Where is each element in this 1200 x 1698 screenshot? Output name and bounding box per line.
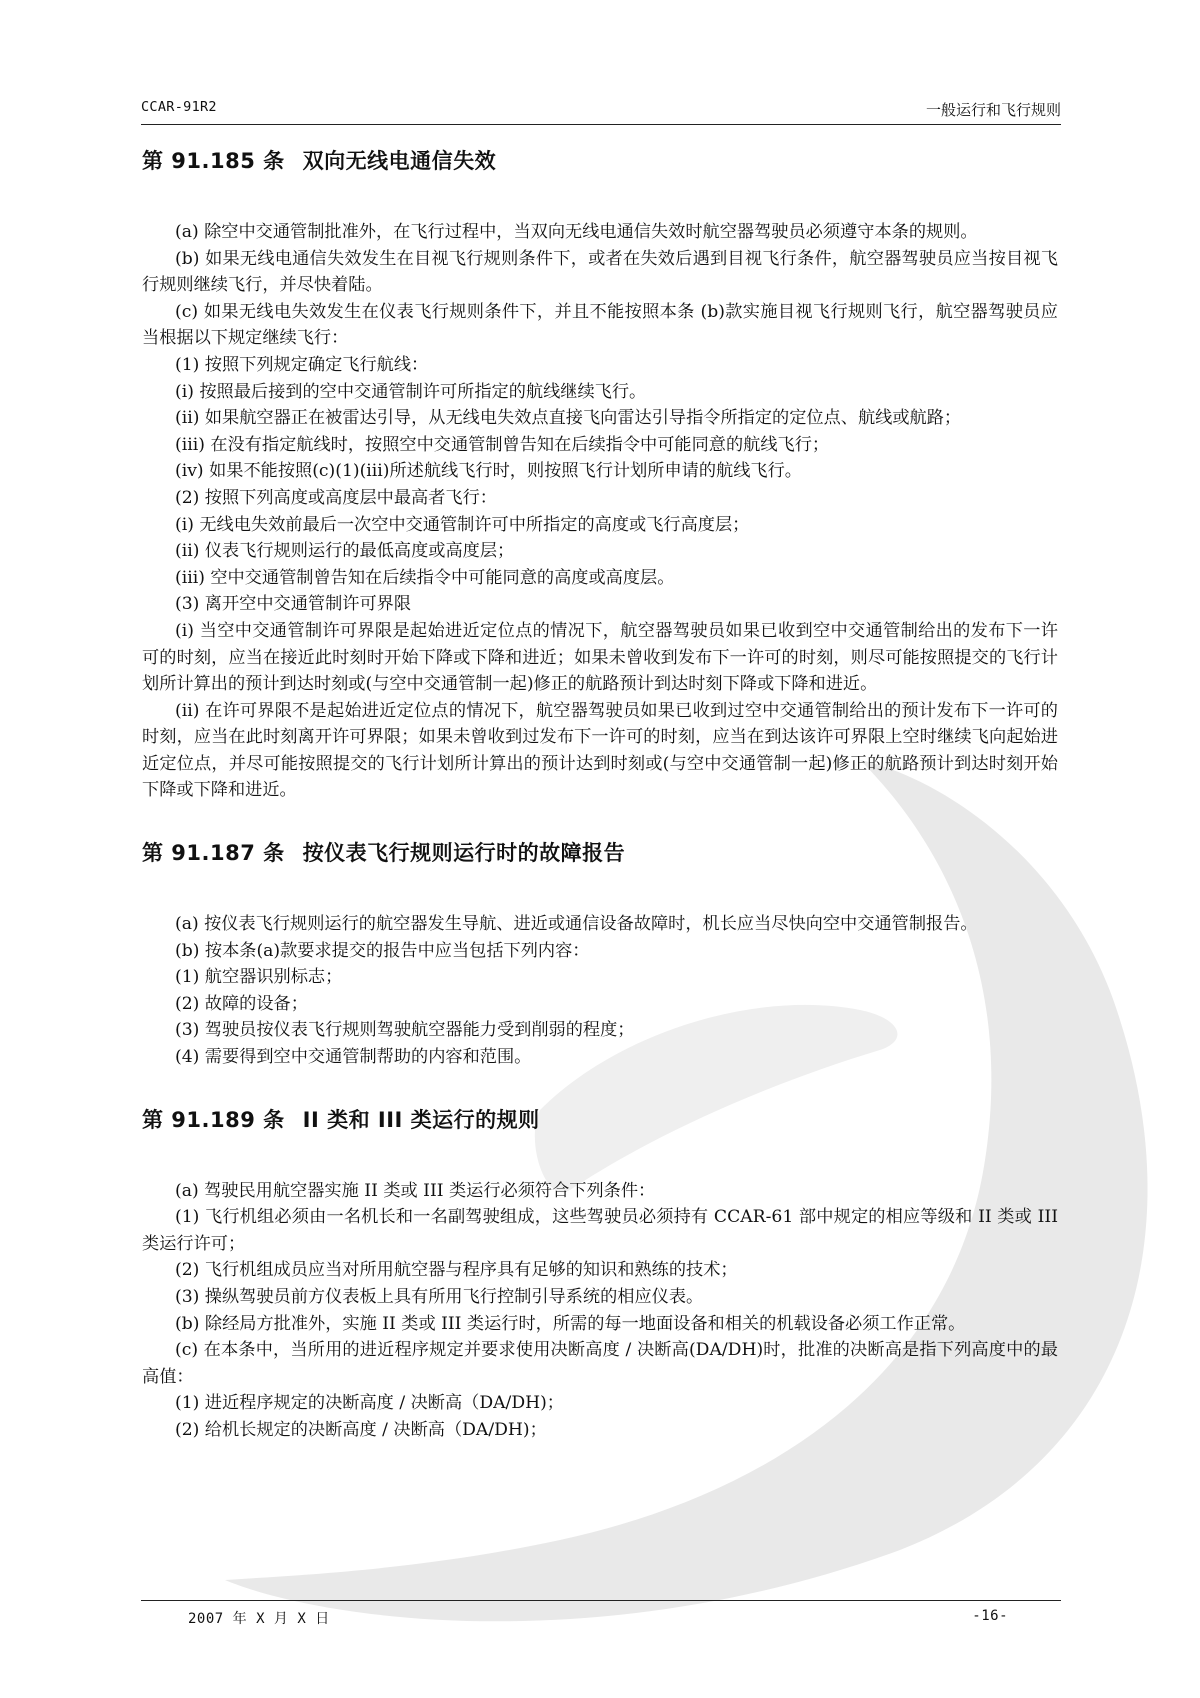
paragraph: (1) 按照下列规定确定飞行航线： [175, 354, 429, 375]
section-91-185 [142, 143, 1058, 804]
paragraph: (ii) 仪表飞行规则运行的最低高度或高度层； [175, 541, 515, 562]
section-title: 按仪表飞行规则运行时的故障报告 [302, 841, 626, 866]
footer-date: 2007 年 X 月 X 日 [188, 1611, 330, 1627]
paragraph: (i) 无线电失效前最后一次空中交通管制许可中所指定的高度或飞行高度层； [175, 514, 750, 535]
header-divider [141, 124, 1061, 125]
paragraph: (3) 驾驶员按仪表飞行规则驾驶航空器能力受到削弱的程度； [175, 1020, 635, 1041]
paragraph: (c) 在本条中，当所用的进近程序规定并要求使用决断高度 / 决断高(DA/DH)时，批准的决断高是指下列高度中的最高值： [142, 1340, 1058, 1387]
section-heading [142, 143, 1058, 179]
section-title: II 类和 III 类运行的规则 [302, 1107, 540, 1132]
paragraph: (i) 按照最后接到的空中交通管制许可所指定的航线继续飞行。 [175, 381, 647, 402]
section-title: 双向无线电通信失效 [302, 149, 497, 173]
paragraph: (2) 给机长规定的决断高度 / 决断高（DA/DH)； [175, 1419, 547, 1440]
page-footer [188, 1608, 1008, 1630]
section-heading [142, 835, 1058, 871]
page-header [141, 99, 1061, 123]
paragraph: (1) 进近程序规定的决断高度 / 决断高（DA/DH)； [175, 1393, 564, 1414]
header-doc-code: CCAR-91R2 [141, 99, 217, 115]
paragraph: (2) 故障的设备； [175, 993, 308, 1014]
paragraph: (ii) 如果航空器正在被雷达引导，从无线电失效点直接飞向雷达引导指令所指定的定位点、航线或航路； [175, 408, 962, 429]
footer-divider [141, 1600, 1061, 1601]
header-doc-title: 一般运行和飞行规则 [925, 101, 1061, 119]
paragraph: (1) 航空器识别标志； [175, 967, 343, 988]
paragraph: (c) 如果无线电失效发生在仪表飞行规则条件下，并且不能按照本条 (b)款实施目视飞行规则飞行，航空器驾驶员应当根据以下规定继续飞行： [142, 301, 1058, 349]
paragraph: (2) 飞行机组成员应当对所用航空器与程序具有足够的知识和熟练的技术； [175, 1260, 738, 1281]
paragraph: (iii) 空中交通管制曾告知在后续指令中可能同意的高度或高度层。 [175, 567, 675, 588]
paragraph: (b) 按本条(a)款要求提交的报告中应当包括下列内容： [175, 940, 590, 961]
page-number: -16- [972, 1608, 1008, 1624]
paragraph: (2) 按照下列高度或高度层中最高者飞行： [175, 487, 497, 508]
paragraph: (1) 飞行机组必须由一名机长和一名副驾驶组成，这些驾驶员必须持有 CCAR-61 部中规定的相应等级和 II 类或 III 类运行许可； [142, 1207, 1058, 1254]
section-heading [142, 1102, 1058, 1138]
section-91-189 [142, 1102, 1058, 1444]
paragraph: (3) 操纵驾驶员前方仪表板上具有所用飞行控制引导系统的相应仪表。 [175, 1287, 704, 1307]
paragraph: (4) 需要得到空中交通管制帮助的内容和范围。 [175, 1047, 532, 1068]
paragraph: (a) 除空中交通管制批准外，在飞行过程中，当双向无线电通信失效时航空器驾驶员必须遵守本条的规则。 [175, 222, 978, 242]
paragraph: (b) 如果无线电通信失效发生在目视飞行规则条件下，或者在失效后遇到目视飞行条件，航空器驾驶员应当按目视飞行规则继续飞行，并尽快着陆。 [142, 248, 1058, 296]
section-number: 第 91.185 条 [142, 149, 285, 173]
paragraph: (a) 驾驶民用航空器实施 II 类或 III 类运行必须符合下列条件： [175, 1180, 656, 1201]
paragraph: (i) 当空中交通管制许可界限是起始进近定位点的情况下，航空器驾驶员如果已收到空中交通管制给出的发布下一许可的时刻，应当在接近此时刻时开始下降或下降和进近；如果未曾收到发布下一许可的时刻，则尽可能按照提交的飞行计划所计算出的预计到达时刻或(与空中交通管制一起)修正的航路预计到达时刻下降或下降和进近。 [142, 620, 1058, 695]
section-number: 第 91.189 条 [142, 1107, 285, 1132]
paragraph: (b) 除经局方批准外，实施 II 类或 III 类运行时，所需的每一地面设备和相关的机载设备必须工作正常。 [175, 1313, 966, 1334]
paragraph: (iv) 如果不能按照(c)(1)(iii)所述航线飞行时，则按照飞行计划所申请的航线飞行。 [175, 461, 802, 482]
section-91-187 [142, 835, 1058, 1071]
section-number: 第 91.187 条 [142, 841, 285, 866]
paragraph: (a) 按仪表飞行规则运行的航空器发生导航、进近或通信设备故障时，机长应当尽快向空中交通管制报告。 [175, 914, 978, 935]
paragraph: (ii) 在许可界限不是起始进近定位点的情况下，航空器驾驶员如果已收到过空中交通管制给出的预计发布下一许可的时刻，应当在此时刻离开许可界限；如果未曾收到过发布下一许可的时刻，应当在到达该许可界限上空时继续飞向起始进近定位点，并尽可能按照提交的飞行计划所计算出的预计达到时刻或(与空中交通管制一起)修正的航路预计到达时刻开始下降或下降和进近。 [142, 700, 1058, 801]
paragraph: (iii) 在没有指定航线时，按照空中交通管制曾告知在后续指令中可能同意的航线飞行； [175, 434, 830, 455]
paragraph: (3) 离开空中交通管制许可界限 [175, 594, 412, 615]
page-body [142, 143, 1058, 1444]
